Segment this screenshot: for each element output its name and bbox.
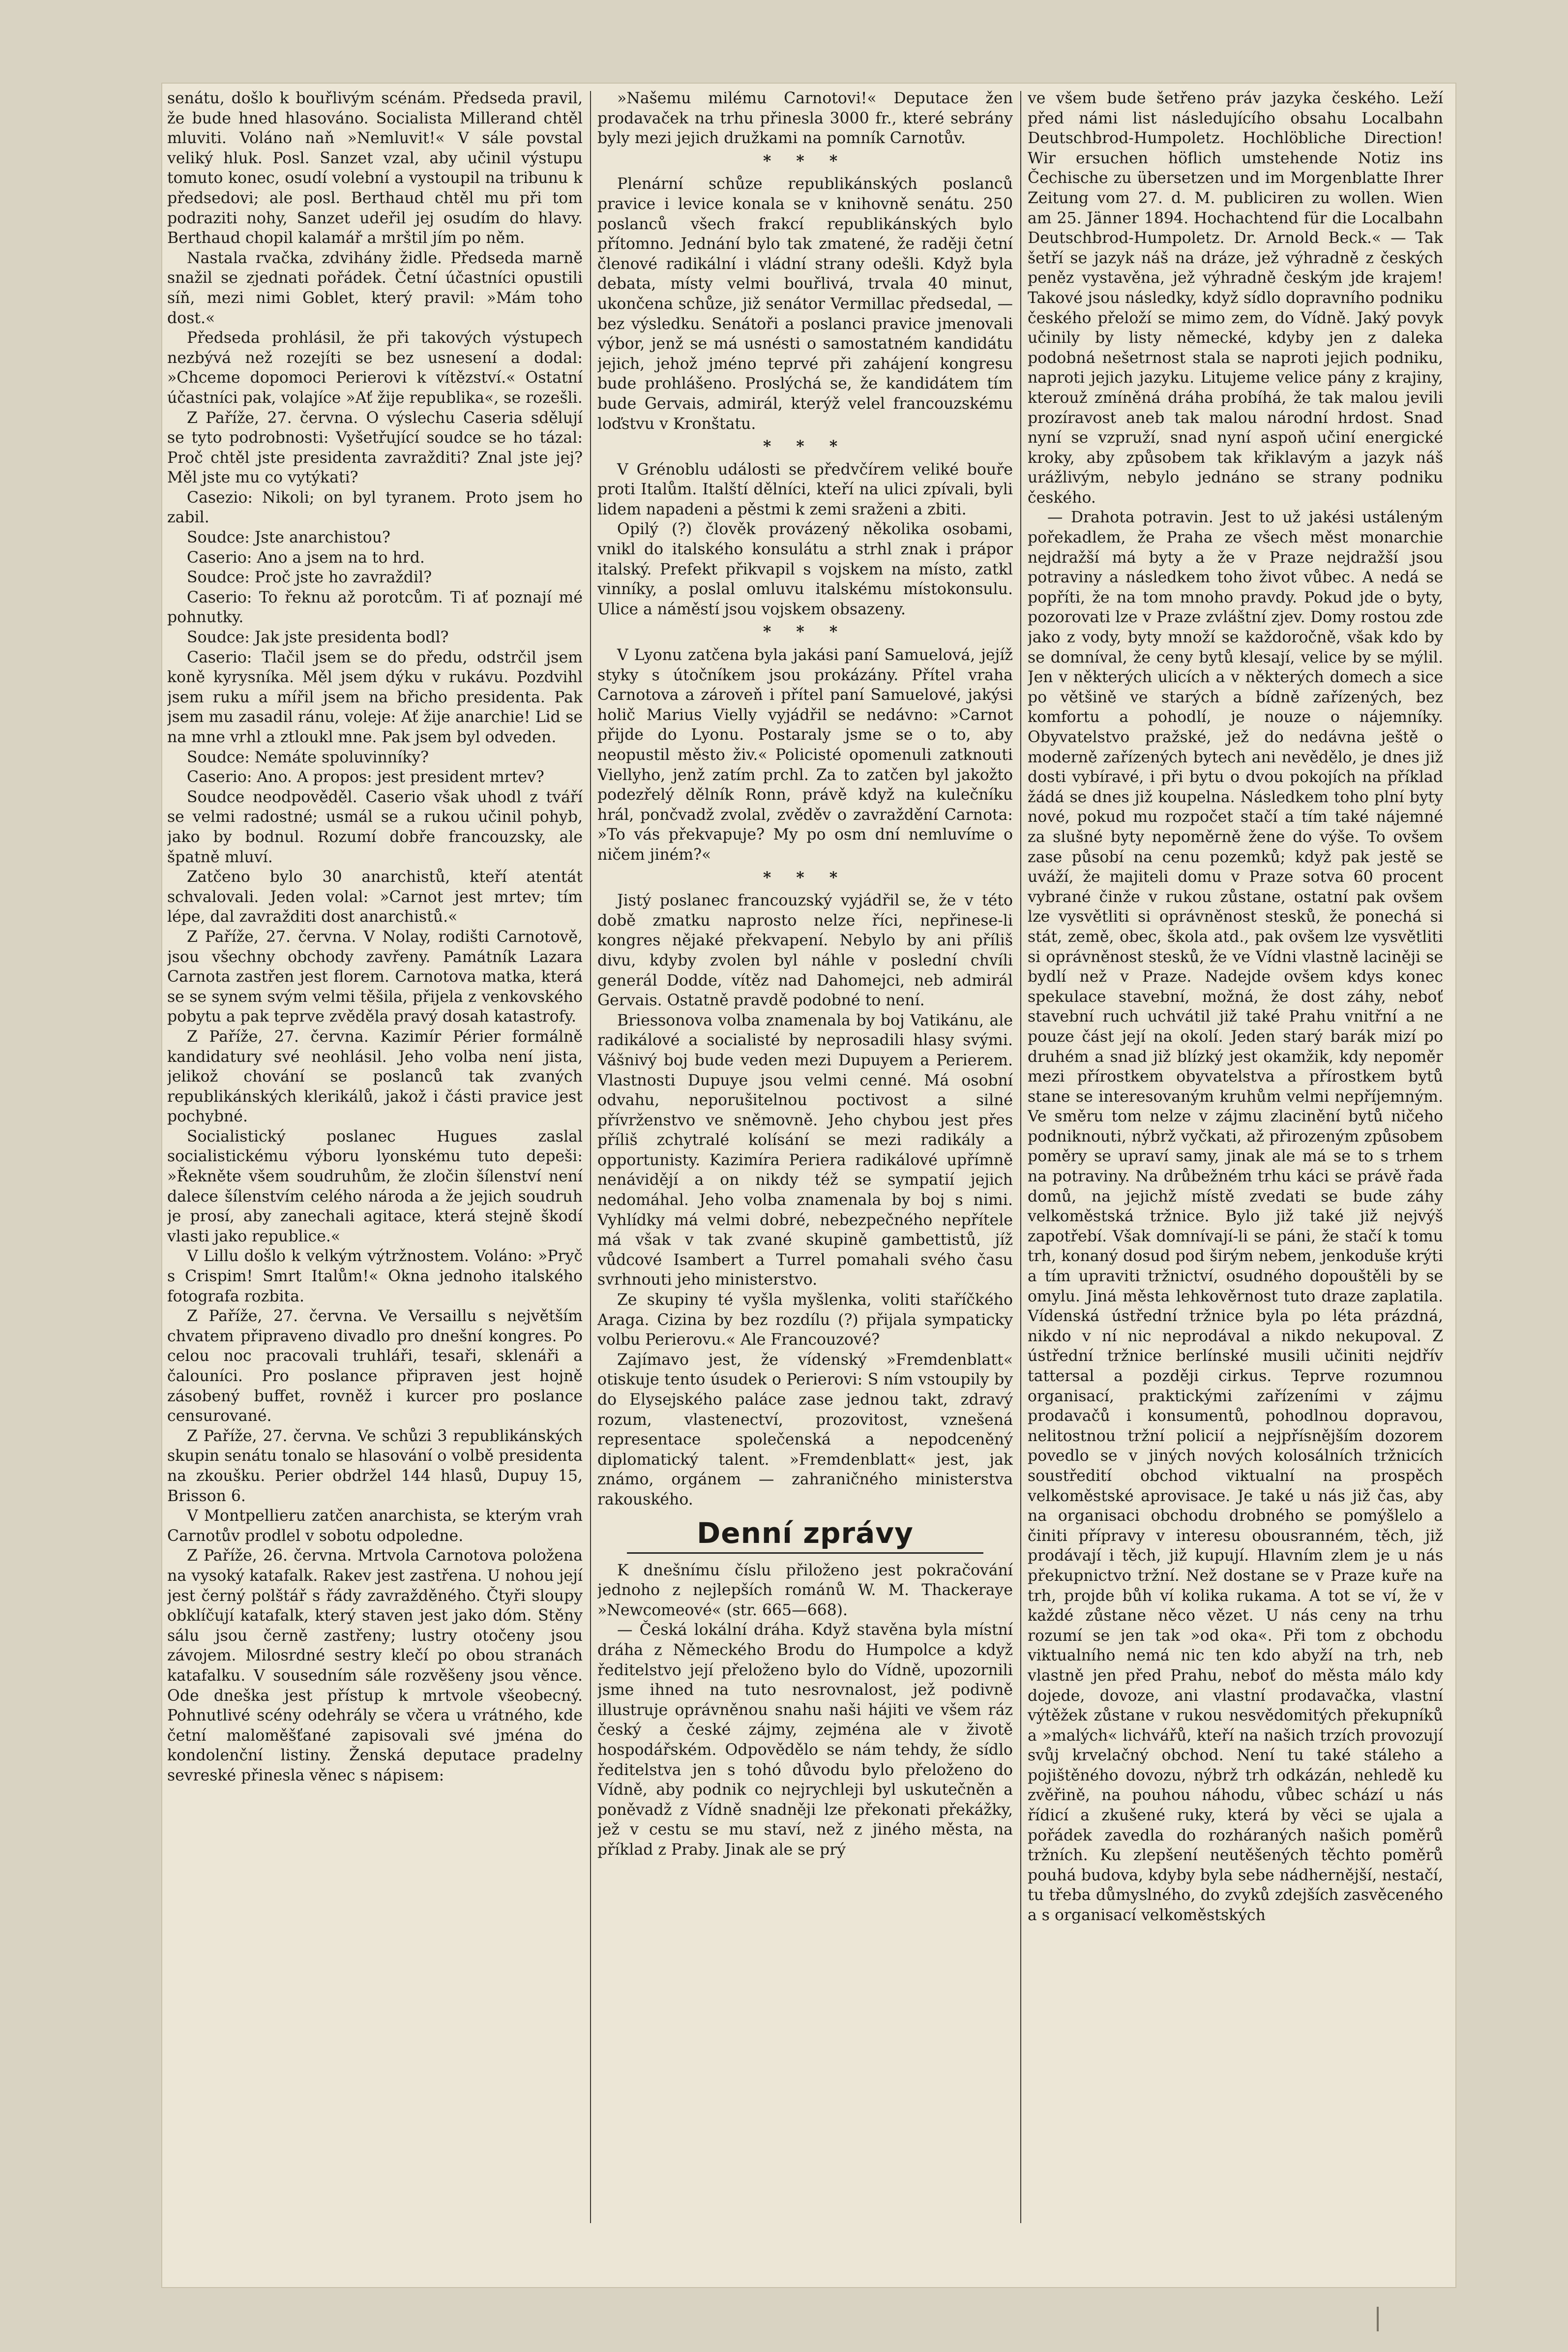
section-separator: * * * xyxy=(763,868,848,887)
section-title: Denní zprávy xyxy=(697,1516,914,1550)
article-paragraph: Z Paříže, 26. června. Mrtvola Carnotova položena na vysoký katafalk. Rakev jest zastřena. U nohou její jest černý polštář s řády zavražděného. Čtyři sloupy obklíčují katafalk, který staven jest jako dóm. Stěny sálu jsou černě zastřeny; lustry otočeny jsou závojem. Milosrdné sestry klečí po obou stranách katafalku. V sousedním sále rozvěšeny jsou věnce. Ode dneška jest přístup k mrtvole všeobecný. Pohnutlivé scény odehrály se včera u vrátného, kde četní maloměšťané zapisovali své jména do kondolenční listiny. Ženská deputace pradelny sevreské přinesla věnec s nápisem: xyxy=(167,1547,583,1784)
article-paragraph: Briessonova volba znamenala by boj Vatikánu, ale radikálové a socialisté by neprosadili hlasy svými. Vášnivý boj bude veden mezi Dupuyem a Perierem. Vlastnosti Dupuye jsou velmi cenné. Má osobní odvahu, neporušitelnou poctivost a silné přívrženstvo ve sněmovně. Jeho chybou jest přes příliš zchytralé kolísání se mezi radikály a opportunisty. Kazimíra Periera radikálové upřímně nenávidějí a on nikdy též se sympatií jejich nedomáhal. Jeho volba znamenala by boj s nimi. Vyhlídky má velmi dobré, nebezpečného nepřítele má však v tak zvané skupině gambettistů, jíž vůdcové Isambert a Turrel pomahali svého času svrhnouti jeho ministerstvo. xyxy=(597,1011,1013,1289)
article-paragraph: Socialistický poslanec Hugues zaslal socialistickému výboru lyonskému tuto depeši: »Řekněte všem soudruhům, že zločin šílenství není dalece šílenstvím celého národa a že jejich soudruh je prosí, aby zanechali agitace, která stejně škodí vlasti jako republice.« xyxy=(167,1127,583,1245)
title-rule xyxy=(627,1552,983,1554)
article-paragraph: Caserio: Tlačil jsem se do předu, odstrčil jsem koně kyrysníka. Měl jsem dýku v rukávu. Pozdvihl jsem ruku a mířil jsem na břicho presidenta. Pak jsem mu zasadil ránu, voleje: Ať žije anarchie! Lid se na mne vrhl a ztloukl mne. Pak jsem byl odveden. xyxy=(167,648,583,746)
article-paragraph: Ze skupiny té vyšla myšlenka, voliti staříčkého Araga. Cizina by bez rozdílu (?) přijala sympaticky volbu Perierovu.« Ale Francouzové? xyxy=(597,1291,1013,1349)
section-separator: * * * xyxy=(763,437,848,456)
article-paragraph: »Našemu milému Carnotovi!« Deputace žen prodavaček na trhu přinesla 3000 fr., které sebrány byly mezi jejich družkami na pomník Carnotův. xyxy=(597,90,1013,148)
article-paragraph: Caserio: To řeknu až porotcům. Ti ať poznají mé pohnutky. xyxy=(167,588,583,627)
article-paragraph: Soudce neodpověděl. Caserio však uhodl z tváří se velmi radostné; usmál se a rukou učinil pohyb, jako by bodnul. Rozumí dobře francouzsky, ale špatně mluví. xyxy=(167,788,583,866)
article-paragraph: Soudce: Proč jste ho zavraždil? xyxy=(187,569,432,587)
article-paragraph: Nastala rvačka, zdvihány židle. Předseda marně snažil se zjednati pořádek. Četní účastníci opustili síň, mezi nimi Goblet, který pravil: »Mám toho dost.« xyxy=(167,249,583,327)
column-right xyxy=(1028,89,1443,2277)
article-paragraph: Z Paříže, 27. června. V Nolay, rodišti Carnotově, jsou všechny obchody zavřeny. Památník Lazara Carnota zastřen jest florem. Carnotova matka, která se se synem svým velmi těšila, přijela z venkovského pobytu a pak teprve zvěděla pravý dosah katastrofy. xyxy=(167,928,583,1026)
article-paragraph: Soudce: Jak jste presidenta bodl? xyxy=(187,629,449,647)
column-rule xyxy=(590,91,591,2223)
newspaper-page xyxy=(162,84,1455,2287)
article-paragraph: Plenární schůze republikánských poslanců pravice i levice konala se v knihovně senátu. 250 poslanců všech frakcí republikánských bylo přítomno. Jednání bylo tak zmatené, že raději četní členové radikální i vládní strany odešli. Když byla debata, místy velmi bouřlivá, trvala 40 minut, ukončena schůze, již senátor Vermillac předsedal, — bez výsledku. Senátoři a poslanci pravice jmenovali výbor, jenž se má usnésti o samostatném kandidátu jejich, jehož jméno teprvé při zahájení kongresu bude prohlášeno. Proslýchá se, že kandidátem tím bude Gervais, admirál, kterýž velel francouzskému loďstvu v Kronštatu. xyxy=(597,175,1013,433)
article-paragraph: senátu, došlo k bouřlivým scénám. Předseda pravil, že bude hned hlasováno. Socialista Millerand chtěl mluviti. Voláno naň »Nemluvit!« V sále povstal veliký hluk. Posl. Sanzet vzal, aby učinil výstupu tomuto konec, osudí volební a vystoupil na tribunu k předsedovi; ale posl. Berthaud chtěl mu při tom podraziti nohy, Sanzet udeřil jej osudím do hlavy. Berthaud chopil kalamář a mrštil jím po něm. xyxy=(167,90,583,247)
article-paragraph: K dnešnímu číslu přiloženo jest pokračování jednoho z nejlepších románů W. M. Thackeraye »Newcomeové« (str. 665—668). xyxy=(597,1561,1013,1619)
column-middle xyxy=(597,89,1013,2277)
article-paragraph: Soudce: Jste anarchistou? xyxy=(187,529,390,547)
article-paragraph: Caserio: Ano a jsem na to hrd. xyxy=(187,548,425,567)
article-paragraph: Casezio: Nikoli; on byl tyranem. Proto jsem ho zabil. xyxy=(167,488,583,527)
article-paragraph: V Grénoblu události se předvčírem veliké bouře proti Italům. Italští dělníci, kteří na ulici zpívali, byli lidem napadeni a pěstmi k zemi sraženi a zbiti. xyxy=(597,460,1013,518)
article-paragraph: Z Paříže, 27. června. Ve schůzi 3 republikánských skupin senátu tonalo se hlasování o volbě presidenta na zkoušku. Perier obdržel 144 hlasů, Dupuy 15, Brisson 6. xyxy=(167,1427,583,1505)
article-paragraph: V Lyonu zatčena byla jakási paní Samuelová, jejíž styky s útočníkem jsou prokázány. Přítel vraha Carnotova a zároveň i přítel paní Samuelové, jakýsi holič Marius Vielly vyjádřil se nedávno: »Carnot přijde do Lyonu. Postaraly jsme se o to, aby neopustil město živ.« Policisté opomenuli zatknouti Viellyho, jenž zatím prchl. Za to zatčen byl jakožto podezřelý dělník Ronn, právě když na kulečníku hrál, pončvadž zvolal, zvěděv o zavraždění Carnota: »To vás překvapuje? My po osm dní nemluvíme o ničem jiném?« xyxy=(597,646,1013,864)
article-paragraph: ve všem bude šetřeno práv jazyka českého. Leží před námi list následujícího obsahu Localbahn Deutschbrod-Humpoletz. Hochlöbliche Direction! Wir ersuchen höflich umstehende Notiz ins Čechische zu übersetzen und im Morgenblatte Ihrer Zeitung vom 27. d. M. publiciren zu wollen. Wien am 25. Jänner 1894. Hochachtend für die Localbahn Deutschbrod-Humpoletz. Dr. Arnold Beck.« — Tak šetří se jazyk náš na dráze, jež výhradně z českých peněz vystavěna, jež výhradně českým jde krajem! Takové jsou následky, když sídlo dopravního podniku českého přeloží se mimo zem, do Vídně. Jaký povyk učinily by listy německé, kdyby jen z daleka podobná nešetrnost stala se naproti jejich podniku, naproti jejich jazyku. Litujeme velice pány z krajiny, kterouž zmíněná dráha probíhá, že tak malou jevili prozíravost aneb tak malou národní hrdost. Snad nyní se vzpruží, snad nyní aspoň učiní energické kroky, aby způsobem tak křiklavým a jazyk náš urážlivým, nebylo jednáno se strany podniku českého. xyxy=(1028,90,1443,507)
article-paragraph: Soudce: Nemáte spoluvinníky? xyxy=(187,748,429,766)
section-separator: * * * xyxy=(763,151,848,170)
article-paragraph: Z Paříže, 27. června. O výslechu Caseria sdělují se tyto podrobnosti: Vyšetřující soudce se ho tázal: Proč chtěl jste presidenta zavražditi? Znal jste jej? Měl jste mu co vytýkati? xyxy=(167,409,583,487)
section-separator: * * * xyxy=(763,623,848,641)
column-rule xyxy=(1020,91,1021,2223)
article-paragraph: Předseda prohlásil, že při takových výstupech nezbývá než rozejíti se bez usnesení a dodal: »Chceme dopomoci Perierovi k vítězství.« Ostatní účastníci pak, volajíce »Ať žije republika«, se rozešli. xyxy=(167,329,583,407)
scan-mark xyxy=(1377,2307,1379,2331)
article-paragraph: Caserio: Ano. A propos: jest president mrtev? xyxy=(187,768,544,786)
article-paragraph: V Lillu došlo k velkým výtržnostem. Voláno: »Pryč s Crispim! Smrt Italům!« Okna jednoho italského fotografa rozbita. xyxy=(167,1247,583,1305)
article-paragraph: Z Paříže, 27. června. Ve Versaillu s největším chvatem připraveno divadlo pro dnešní kongres. Po celou noc pracovali truhláři, tesaři, sklenáři a čalouníci. Pro poslance připraven jest hojně zásobený buffet, rovněž i kurcer pro poslance censurované. xyxy=(167,1307,583,1425)
article-paragraph: Z Paříže, 27. června. Kazimír Périer formálně kandidatury své neohlásil. Jeho volba není jista, jelikož chování se poslanců tak zvaných republikánských klerikálů, jakož i části pravice jest pochybné. xyxy=(167,1027,583,1126)
article-paragraph: — Drahota potravin. Jest to už jakési ustáleným pořekadlem, že Praha ze všech měst monarchie nejdražší má byty a že v Praze nejdražší jsou potraviny a následkem toho život vůbec. A nedá se popříti, že na tom mnoho pravdy. Pokud jde o byty, pozorovati lze v Praze zvláštní zjev. Domy rostou zde jako z vody, byty množí se každoročně, však kdo by se domníval, že ceny bytů klesají, velice by se mýlil. Jen v některých ulicích a v některých domech a sice po většině ve starých a bídně zařízených, bez komfortu a pohodlí, je nouze o nájemníky. Obyvatelstvo pražské, jež do nedávna ještě o moderně zařízených bytech ani nevědělo, je dnes již dosti vybíravé, i při bytu o dvou pokojích na příklad žádá se dnes již koupelna. Následkem toho plní byty nové, pokud mu rozpočet stačí a tím také nájemné za slušné byty nepoměrně žene do výše. To ovšem zase působí na cenu pozemků; když pak jestě se uváží, že majiteli domu v Praze sotva 60 procent vybrané činže v rukou zůstane, ostatní pak ovšem lze vysvětliti si oprávněnost stesků, že ponechá si stát, země, obec, škola atd., pak ovšem lze vysvětliti si oprávněnost stesků, že ve Vídni vlastně laciněji se bydlí než v Praze. Nadejde ovšem kdys konec spekulace stavební, možná, že dost záhy, neboť stavební ruch uchvátil již také Prahu vnitřní a ne pouze část její na okolí. Jeden starý barák mizí po druhém a snad již blízký jest okamžik, kdy nepoměr mezi přírostkem obyvatelstva a přírostkem bytů stane se interesovaným kruhům velmi nepříjemným. Ve směru tom nelze v zájmu zlacinění bytů ničeho podniknouti, nýbrž vyčkati, až přirozeným způsobem poměry se upraví samy, jinak ale má se to s trhem na potraviny. Na drůbežném trhu káci se právě řada domů, na jejichž místě zvedati se bude záhy velkoměstská tržnice. Bylo již také již nejvýš zapotřebí. Však domnívají-li se páni, že stačí k tomu trh, konaný dosud pod širým nebem, jenkoduše krýti a tím upraviti tržnictví, osudného dopouštěli by se omylu. Jiná města lehkověrnost tuto draze zaplatila. Vídenská ústřední tržnice byla po léta prázdná, nikdo v ní nic neprodával a nikdo nekupoval. Z ústřední tržnice berlínské musili učiniti nejdřív tattersal a později cirkus. Teprve rozumnou organisací, praktickými zařízeními v zájmu prodavačů i konsumentů, pohodlnou dopravou, nelitostnou tržní policií a nejpřísnějším dozorem povedlo se v jiných nových kolosálních tržnicích soustředití obchod viktualní na prospěch velkoměstské aprovisace. Je také u nás již čas, aby na organisaci obchodu drobného se pomýšlelo a činiti přípravy v interesu obousranném, těch, již prodávají i těch, již kupují. Hlavním zlem je u nás překupnictvo tržní. Než dostane se v Praze kuře na trh, projde bůh ví kolika rukama. A tot se ví, že v každé zůstane něco vězet. U nás ceny na trhu rozumí se jen tak »od oka«. Při tom z obchodu viktualního nemá nic ten kdo abyží na trh, neb vlastně jen před Prahu, neboť do města málo kdy dojede, dovoze, ani vlastní prodavačka, vlastní výtěžek zůstane v rukou nesvědomitých překupníků a »malých« lichvářů, kteří na našich trzích provozují svůj krvelačný obchod. Není tu také stáleho a pojištěného dovozu, nýbrž trh odkázán, nehledě ku zvěřině, na pouhou náhodu, vůbec schází u nás řídicí a zkušené ruky, která by věci se ujala a pořádek zavedla do rozháraných našich poměrů tržních. Ku zlepšení neutěšených těchto poměrů pouhá budova, kdyby byla sebe nádhernější, nestačí, tu třeba důmyslného, do zvyků zdejších zasvěceného a s organisací velkoměstských xyxy=(1028,509,1443,1925)
article-paragraph: Zatčeno bylo 30 anarchistů, kteří atentát schvalovali. Jeden volal: »Carnot jest mrtev; tím lépe, dal zavražditi dost anarchistů.« xyxy=(167,868,583,926)
column-left xyxy=(167,89,583,2277)
article-paragraph: Jistý poslanec francouzský vyjádřil se, že v této době zmatku naprosto nelze říci, nepřinese-li kongres nějaké překvapení. Nebylo by ani příliš divu, kdyby zvolen byl náhle v poslední chvíli generál Dodde, vítěz nad Dahomejci, neb admirál Gervais. Ostatně pravdě podobné to není. xyxy=(597,892,1013,1010)
article-paragraph: Zajímavo jest, že vídenský »Fremdenblatt« otiskuje tento úsudek o Perierovi: S ním vstoupily by do Elysejského paláce zase jednou takt, zdravý rozum, vlastenectví, prozovitost, vznešená representace společenská a nepodceněný diplomatický talent. »Fremdenblatt« jest, jak známo, orgánem — zahraničného ministerstva rakouského. xyxy=(597,1351,1013,1508)
article-paragraph: Opilý (?) člověk provázený několika osobami, vnikl do italského konsulátu a strhl znak i prápor italský. Prefekt přikvapil s vojskem na místo, zatkl vinníky, a poslal omluvu italskému místokonsulu. Ulice a náměstí jsou vojskem obsazeny. xyxy=(597,520,1013,618)
article-paragraph: — Česká lokální dráha. Když stavěna byla místní dráha z Německého Brodu do Humpolce a když ředitelstvo její přeloženo bylo do Vídně, upozornili jsme ihned na tuto nesrovnalost, jež podivně illustruje oprávněnou snahu naši hájiti ve všem ráz český a české zájmy, zejména ale v životě hospodářském. Odpovědělo se nám tehdy, že sídlo ředitelstva jen s tohó důvodu bylo přeloženo do Vídně, aby podnik co nejrychleji byl uskutečněn a poněvadž z Vídně snadněji lze překonati překážky, jež v cestu se mu staví, než z jiného města, na příklad z Praby. Jinak ale se prý xyxy=(597,1621,1013,1859)
article-paragraph: V Montpellieru zatčen anarchista, se kterým vrah Carnotův prodlel v sobotu odpoledne. xyxy=(167,1507,583,1545)
